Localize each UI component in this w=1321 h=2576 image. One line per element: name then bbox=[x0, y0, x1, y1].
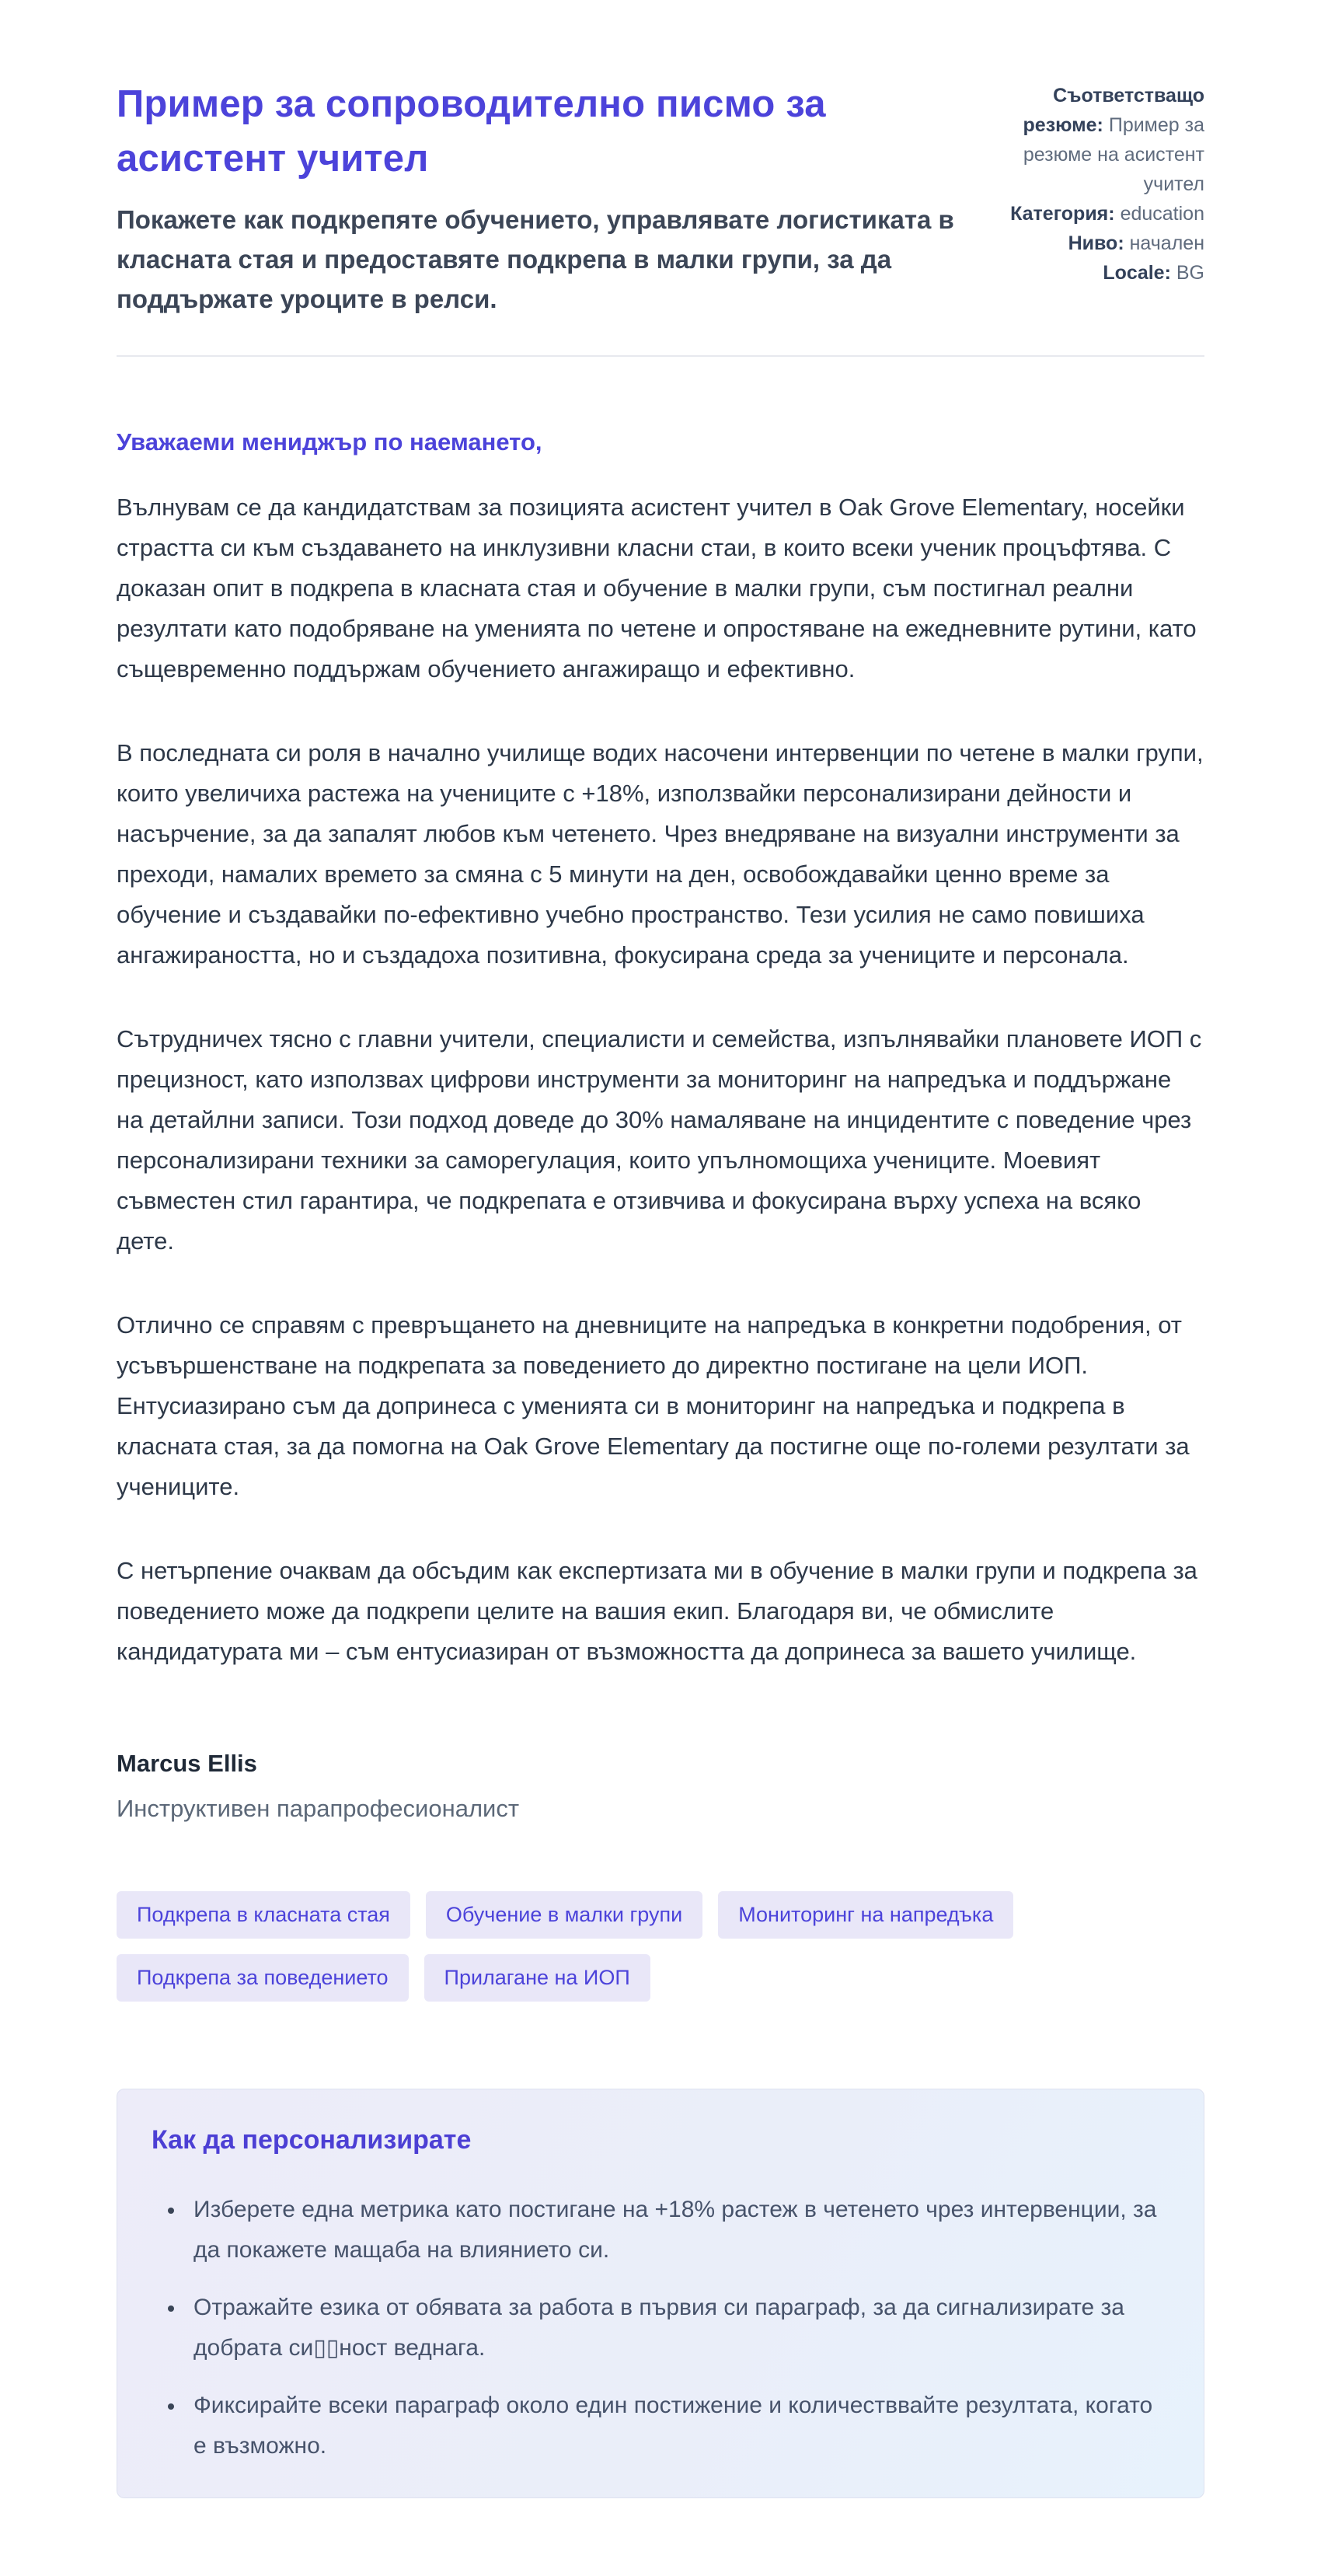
meta-value: BG bbox=[1176, 262, 1204, 284]
cover-letter-body bbox=[117, 428, 1204, 1823]
letter-paragraph-2: В последната си роля в начално училище водих насочени интервенции по четене в малки групи, които увеличиха растежа на учениците с +18%, използвайки персонализирани дейности и насърчение, за да запалят любов към четенето. Чрез внедряване на визуални инструменти за преходи, намалих времето за смяна с 5 минути на ден, освобождавайки ценно време за обучение и създавайки по-ефективно учебно пространство. Тези усилия не само повишиха ангажираността, но и създадоха позитивна, фокусирана среда за учениците и персонала. bbox=[117, 738, 1204, 969]
tip-item-2: • Отражайте езика от обявата за работа в първия си параграф, за да сигнализирате за добрата си▯▯ност веднага. bbox=[186, 2288, 1168, 2368]
tips-heading: Как да персонализирате bbox=[152, 2124, 472, 2155]
letter-paragraph-5: С нетърпение очаквам да обсъдим как експертизата ми в обучение в малки групи и подкрепа за поведението може да подкрепи целите на вашия екип. Благодаря ви, че обмислите кандидатурата ми – съм ентусиазиран от възможността да допринеса за вашето училище. bbox=[117, 1556, 1197, 1665]
skill-tag-classroom-support[interactable]: Подкрепа в класната стая bbox=[117, 1891, 410, 1939]
meta-value: Пример за резюме на асистент учител bbox=[1023, 114, 1204, 195]
letter-paragraph-3: Сътрудничех тясно с главни учители, специалисти и семейства, изпълнявайки плановете ИОП с прецизност, като използвах цифрови инструменти за мониторинг на напредъка и поддържане на детайлни записи. Този подход доведе до 30% намаляване на инцидентите с поведение чрез персонализирани техники за саморегулация, които упълномощиха учениците. Моевият съвместен стил гарантира, че подкрепата е отзивчива и фокусирана върху успеха на всяко дете. bbox=[117, 1024, 1202, 1255]
tip-item-3: • Фиксирайте всеки параграф около един постижение и количестввайте резултата, когато е възможно. bbox=[186, 2386, 1168, 2466]
skill-tags bbox=[117, 1891, 1204, 2002]
letter-paragraph-4: Отлично се справям с превръщането на дневниците на напредъка в конкретни подобрения, от усъвършенстване на подкрепата за поведението до директно постигане на цели ИОП. Ентусиазирано съм да допринеса с уменията си в мониторинг на напредъка и подкрепа в класната стая, за да помогна на Oak Grove Elementary да постигне още по-големи резултати за учениците. bbox=[117, 1311, 1190, 1500]
personalization-tips-box bbox=[117, 2089, 1204, 2498]
skill-tag-iep[interactable]: Прилагане на ИОП bbox=[424, 1954, 650, 2002]
page-title: Пример за сопроводително писмо за асистент учител bbox=[117, 83, 826, 180]
meta-label: Ниво: bbox=[1068, 232, 1124, 254]
header-title-block bbox=[117, 78, 987, 319]
meta-value: education bbox=[1120, 203, 1204, 225]
skill-tag-progress-monitoring[interactable]: Мониторинг на напредъка bbox=[718, 1891, 1013, 1939]
meta-row-matching-resume bbox=[987, 81, 1204, 199]
letter-greeting: Уважаеми мениджър по наемането, bbox=[117, 428, 542, 456]
meta-value: начален bbox=[1129, 232, 1204, 254]
tip-item-1: • Изберете една метрика като постигане на +18% растеж в четенето чрез интервенции, за да покажете мащаба на влиянието си. bbox=[186, 2190, 1168, 2271]
signature-name: Marcus Ellis bbox=[117, 1749, 257, 1777]
meta-label: Категория: bbox=[1010, 203, 1115, 225]
skill-tag-small-group[interactable]: Обучение в малки групи bbox=[426, 1891, 702, 1939]
page-subtitle: Покажете как подкрепяте обучението, управлявате логистиката в класната стая и предоставяте подкрепа в малки групи, за да поддържате уроците в релси. bbox=[117, 205, 954, 314]
meta-row-locale bbox=[987, 258, 1204, 288]
meta-label: Locale: bbox=[1103, 262, 1171, 284]
meta-row-level bbox=[987, 229, 1204, 258]
meta-row-category bbox=[987, 199, 1204, 229]
skill-tag-behavior-support[interactable]: Подкрепа за поведението bbox=[117, 1954, 409, 2002]
tips-list bbox=[152, 2190, 1168, 2466]
signature-title: Инструктивен парапрофесионалист bbox=[117, 1794, 520, 1822]
page-header bbox=[117, 78, 1204, 319]
header-divider bbox=[117, 355, 1204, 357]
resume-meta-block bbox=[987, 78, 1204, 288]
letter-paragraph-1: Вълнувам се да кандидатствам за позицията асистент учител в Oak Grove Elementary, носейки страстта си към създаването на инклузивни класни стаи, в които всеки ученик процъфтява. С доказан опит в подкрепа в класната стая и обучение в малки групи, съм постигнал реални резултати като подобряване на уменията по четене и опростяване на ежедневните рутини, като същевременно поддържам обучението ангажиращо и ефективно. bbox=[117, 493, 1197, 682]
meta-label: Съответстващо резюме: bbox=[1023, 85, 1204, 136]
